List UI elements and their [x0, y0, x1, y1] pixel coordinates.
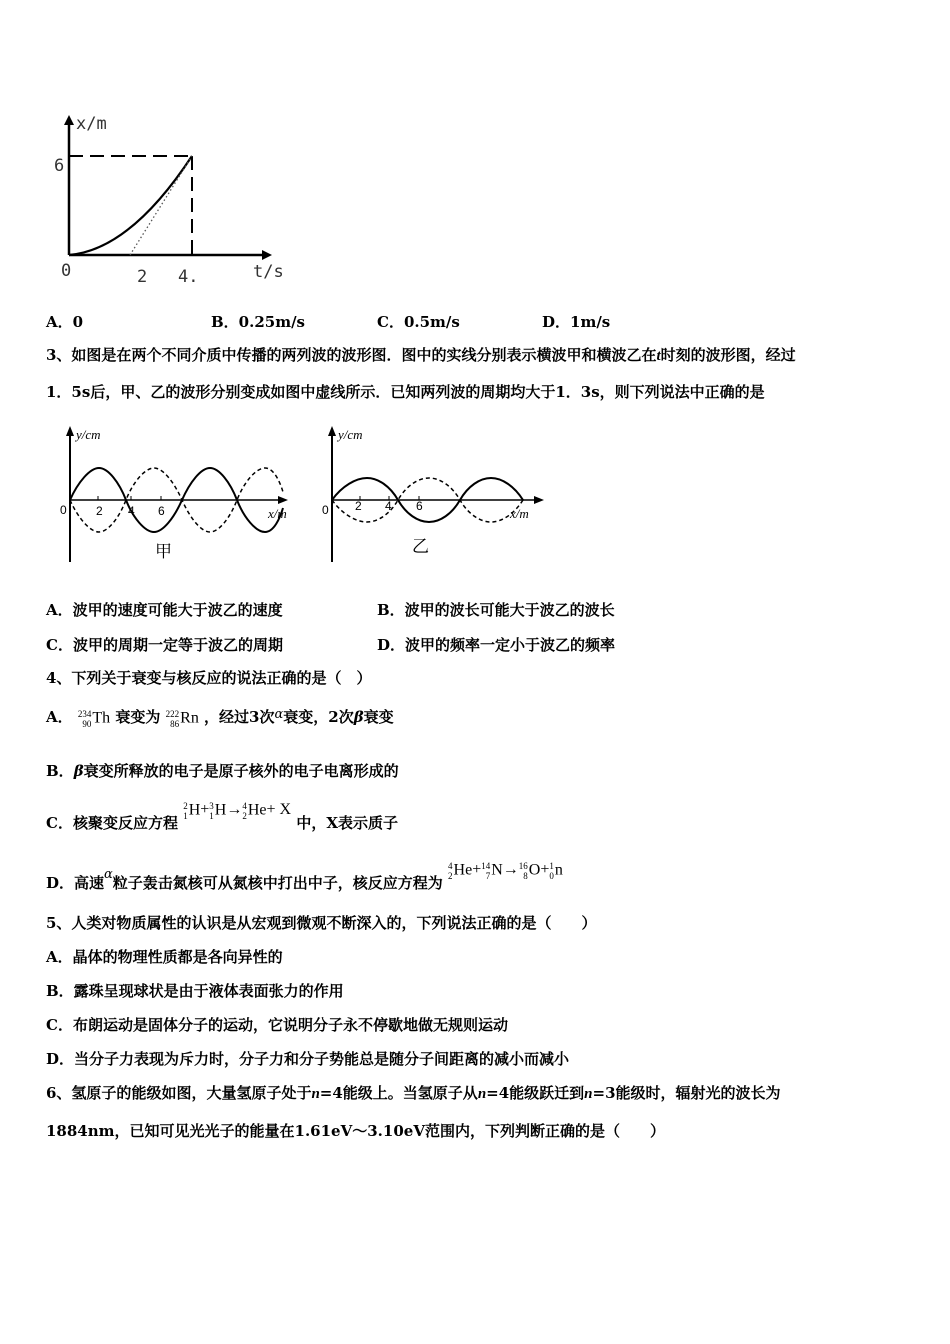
q6-1d: =3能级时，辐射光的波长为 — [592, 1084, 781, 1102]
q3-option-a: A．波甲的速度可能大于波乙的速度 — [46, 601, 283, 619]
wave-yi-tick-4: 4 — [385, 499, 392, 513]
nuclide-th — [78, 708, 110, 729]
wave-jia-tick-2: 2 — [96, 504, 103, 518]
d-plus1: + — [472, 861, 482, 878]
q4-a-label: A． — [46, 708, 73, 726]
nuclide-neutron — [549, 860, 563, 881]
h3-symbol: H — [214, 801, 227, 819]
wave-jia-caption: 甲 — [155, 542, 172, 562]
he-mass: 4 — [242, 800, 247, 811]
q4-stem: 4、下列关于衰变与核反应的说法正确的是（ ） — [46, 669, 372, 687]
th-mass: 234 — [77, 708, 92, 719]
nuclide-h2 — [183, 800, 200, 821]
q3-option-d: D．波甲的频率一定小于波乙的频率 — [377, 636, 616, 654]
q4-d-label: D．高速 — [46, 874, 105, 892]
q2-option-d: D．1m/s — [542, 313, 611, 331]
nuclide-o16 — [519, 860, 541, 881]
graph1-x-tick-4: 4. — [178, 267, 199, 287]
beta-symbol-b: β — [73, 762, 84, 780]
q5-option-b: B．露珠呈现球状是由于液体表面张力的作用 — [46, 982, 344, 1000]
q6-1b: =4能级上。当氢原子从 — [319, 1084, 478, 1102]
rn-mass: 222 — [165, 708, 180, 719]
c-plus: + — [200, 801, 210, 818]
q3-stem-line2: 1．5s后，甲、乙的波形分别变成如图中虚线所示．已知两列波的周期均大于1．3s，则下列说法中正确的是 — [46, 383, 765, 401]
alpha-symbol: α — [274, 707, 284, 722]
graph1-x-tick-2: 2 — [137, 267, 148, 287]
he-symbol: He — [247, 801, 267, 819]
h3-atomic: 1 — [209, 810, 214, 821]
h2-symbol: H — [188, 801, 201, 819]
beta-symbol: β — [353, 708, 364, 726]
q5-option-a: A．晶体的物理性质都是各向异性的 — [46, 948, 283, 966]
q4-b-text: 衰变所释放的电子是原子核外的电子电离形成的 — [83, 762, 399, 780]
q3-stem-1b: 时刻的波形图，经过 — [660, 346, 796, 364]
rn-atomic: 86 — [170, 718, 180, 729]
q3-stem-1a: 3、如图是在两个不同介质中传播的两列波的波形图．图中的实线分别表示横波甲和横波乙在 — [46, 346, 657, 364]
q4-option-c — [46, 800, 398, 833]
graph1-origin: 0 — [61, 261, 72, 281]
neutron-atomic: 0 — [549, 870, 554, 881]
wave-yi-origin: 0 — [322, 503, 329, 517]
q4-a-text3: 衰变 — [363, 708, 394, 726]
q6-1c: =4能级跃迁到 — [486, 1084, 585, 1102]
q6-stem-line1 — [46, 1083, 781, 1104]
he-d-atomic: 2 — [448, 870, 453, 881]
wave-yi-y-label: y/cm — [338, 427, 363, 442]
q4-c-tail: 中，X表示质子 — [296, 814, 398, 832]
neutron-symbol: n — [554, 861, 563, 879]
q2-option-c: C．0.5m/s — [377, 313, 460, 331]
q6-stem-line2: 1884nm，已知可见光光子的能量在1.61eV～3.10eV范围内，下列判断正确的是（ ） — [46, 1122, 665, 1140]
q6-1a: 6、氢原子的能级如图，大量氢原子处于 — [46, 1084, 312, 1102]
nuclide-he-d — [448, 860, 472, 881]
q5-option-c: C．布朗运动是固体分子的运动，它说明分子永不停歇地做无规则运动 — [46, 1016, 508, 1034]
q4-option-d — [46, 860, 563, 893]
wave-yi-tick-2: 2 — [355, 499, 362, 513]
he-d-mass: 4 — [448, 860, 453, 871]
q3-stem-line1 — [46, 345, 796, 366]
rn-symbol: Rn — [180, 709, 199, 727]
nuclide-rn — [166, 708, 199, 729]
wave-yi-tick-6: 6 — [416, 499, 423, 513]
q6-n2: n — [477, 1086, 487, 1102]
th-atomic: 90 — [82, 718, 92, 729]
d-plus2: + — [540, 861, 550, 878]
nuclide-h3 — [209, 800, 226, 821]
alpha-symbol-d: α — [104, 867, 113, 882]
wave-jia-y-label: y/cm — [76, 427, 101, 442]
wave-yi-x-label: x/m — [510, 506, 529, 521]
h3-mass: 3 — [209, 800, 214, 811]
he-d-symbol: He — [453, 861, 473, 879]
q5-option-d: D．当分子力表现为斥力时，分子力和分子势能总是随分子间距离的减小而减小 — [46, 1050, 570, 1068]
h2-mass: 2 — [183, 800, 188, 811]
h2-atomic: 1 — [183, 810, 188, 821]
wave-jia-x-label: x/m — [268, 506, 287, 521]
nuclide-n14 — [481, 860, 503, 881]
n14-mass: 14 — [481, 860, 491, 871]
graph1-y-tick: 6 — [54, 156, 65, 176]
th-symbol: Th — [92, 709, 111, 727]
o16-atomic: 8 — [523, 870, 528, 881]
q4-b-label: B． — [46, 762, 74, 780]
o16-mass: 16 — [518, 860, 528, 871]
q5-stem: 5、人类对物质属性的认识是从宏观到微观不断深入的，下列说法正确的是（ ） — [46, 914, 597, 932]
q2-option-a: A．0 — [46, 313, 84, 331]
neutron-mass: 1 — [549, 860, 554, 871]
wave-jia-tick-4: 4 — [128, 504, 135, 518]
q3-option-b: B．波甲的波长可能大于波乙的波长 — [377, 601, 615, 619]
c-arrow: → — [226, 801, 243, 818]
q6-n1: n — [311, 1086, 320, 1102]
q4-a-mid: 衰变为 — [115, 708, 161, 726]
wave-yi-caption: 乙 — [412, 537, 429, 557]
graph1-y-axis-label: x/m — [76, 114, 107, 134]
q4-a-text2: 衰变，2次 — [283, 708, 354, 726]
q3-stem-t: t — [656, 348, 661, 364]
q2-option-b: B．0.25m/s — [211, 313, 306, 331]
d-arrow: → — [502, 861, 519, 878]
q4-option-a — [46, 705, 394, 729]
c-x: + X — [266, 801, 292, 818]
wave-jia-origin: 0 — [60, 503, 67, 517]
q4-d-text: 粒子轰击氮核可从氮核中打出中子，核反应方程为 — [112, 874, 443, 892]
q6-n3: n — [584, 1086, 593, 1102]
nuclide-he — [242, 800, 266, 821]
q4-option-b — [46, 761, 399, 781]
o16-symbol: O — [528, 861, 541, 879]
q4-a-text1: ，经过3次 — [204, 708, 275, 726]
wave-jia-tick-6: 6 — [158, 504, 165, 518]
graph1-x-axis-label: t/s — [253, 262, 284, 282]
he-atomic: 2 — [242, 810, 247, 821]
q4-c-label: C．核聚变反应方程 — [46, 814, 178, 832]
q3-option-c: C．波甲的周期一定等于波乙的周期 — [46, 636, 283, 654]
n14-symbol: N — [491, 861, 503, 879]
n14-atomic: 7 — [485, 870, 491, 881]
